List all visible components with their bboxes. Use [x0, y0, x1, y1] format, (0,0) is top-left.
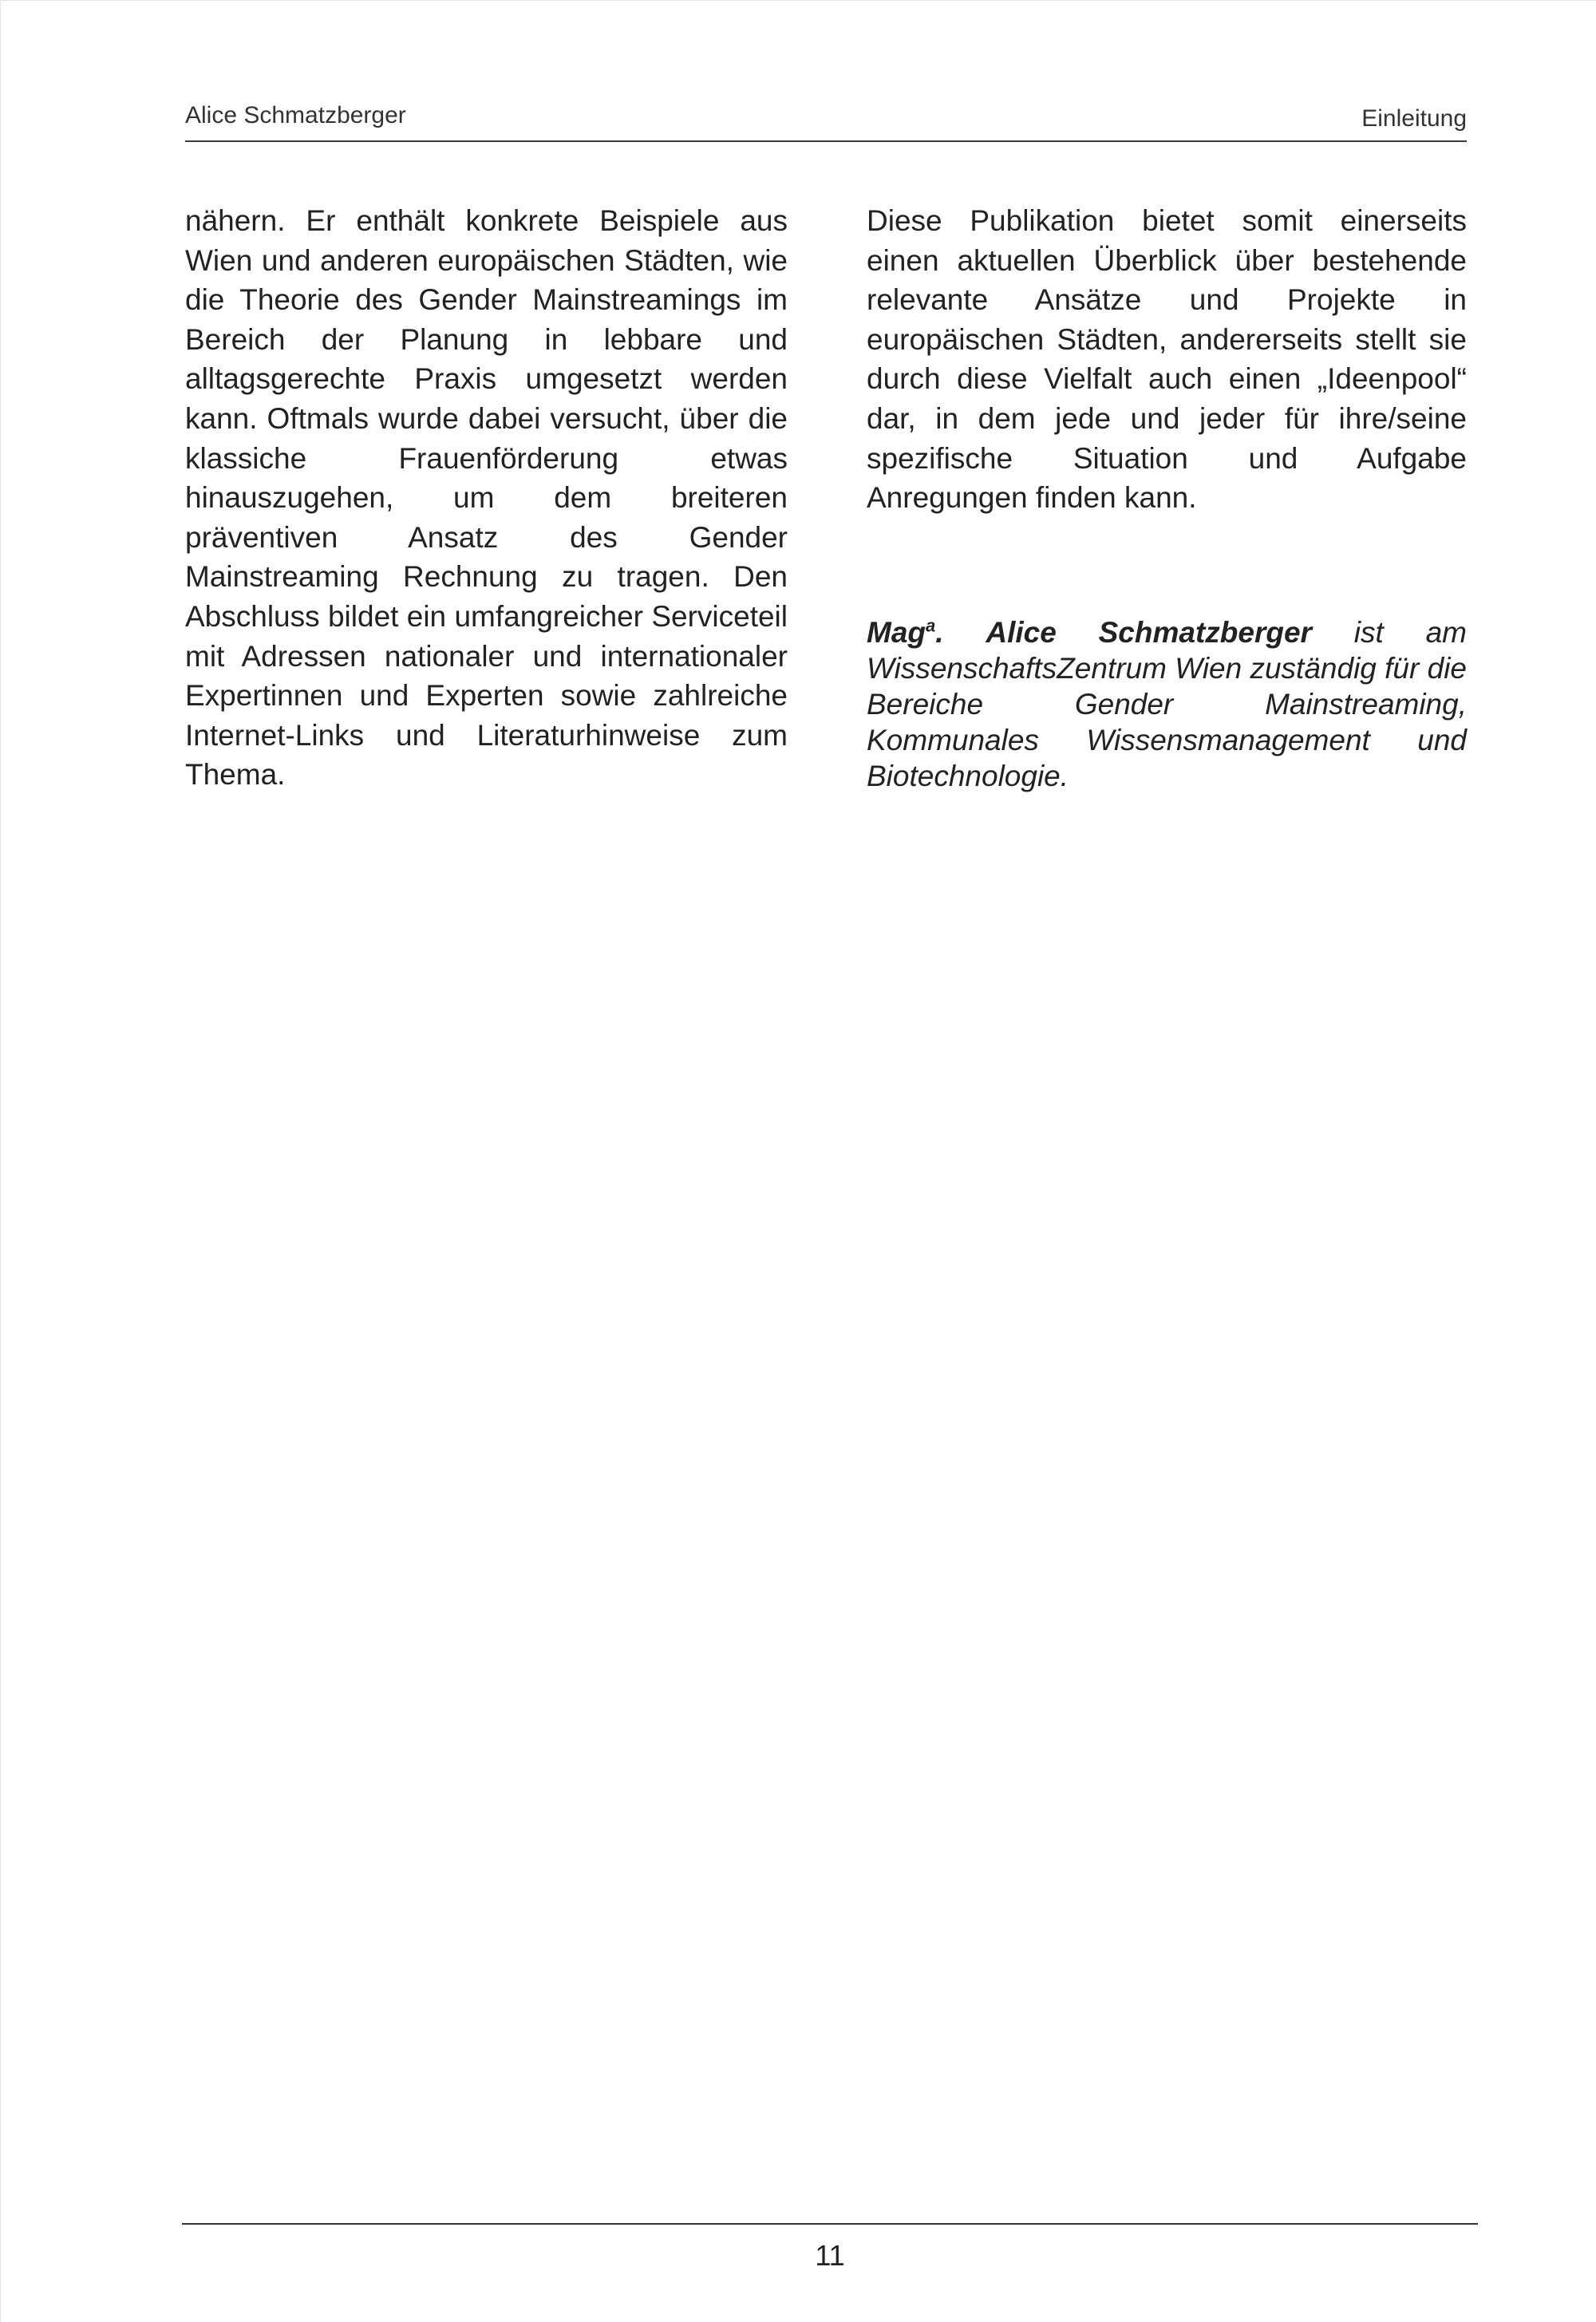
header-author: Alice Schmatzberger	[185, 102, 406, 128]
left-column	[185, 201, 788, 795]
running-header	[185, 97, 1467, 142]
bio-title: Mag	[867, 616, 926, 649]
header-section: Einleitung	[1361, 105, 1467, 132]
page-number: 11	[815, 2239, 845, 2272]
bio-title-superscript: a	[926, 615, 936, 636]
right-column	[867, 201, 1467, 518]
author-bio	[867, 614, 1467, 794]
bio-author-name: Alice Schmatzberger	[986, 616, 1312, 649]
right-column-paragraph: Diese Publikation bietet somit einerseits einen aktuellen Überblick über bestehende relevante Ansätze und Projekte in europäischen Städten, andererseits stellt sie durch diese Vielfalt auch einen „Ideenpool“ dar, in dem jede und jeder für ihre/seine spezifische Situation und Aufgabe Anregungen finden kann.	[867, 204, 1467, 515]
bio-text: ist am WissenschaftsZentrum Wien zuständig für die Bereiche Gender Mainstreaming, Kommunales Wissensmanagement und Biotechnologie.	[867, 616, 1467, 792]
scan-edge-top	[0, 0, 1596, 18]
bio-title-prefix	[867, 616, 944, 649]
bio-title-period: .	[935, 616, 944, 649]
footer-rule	[182, 2223, 1478, 2225]
scan-edge-left	[0, 0, 5, 2322]
left-column-paragraph: nähern. Er enthält konkrete Beispiele aus Wien und anderen europäischen Städten, wie die Theorie des Gender Mainstreamings im Bereich der Planung in lebbare und alltagsgerechte Praxis umgesetzt werden kann. Oftmals wurde dabei versucht, über die klassiche Frauenförderung etwas hinauszugehen, um dem breiteren präventiven Ansatz des Gender Mainstreaming Rechnung zu tragen. Den Abschluss bildet ein umfangreicher Serviceteil mit Adressen nationaler und internationaler Expertinnen und Experten sowie zahlreiche Internet-Links und Literaturhinweise zum Thema.	[185, 204, 788, 792]
